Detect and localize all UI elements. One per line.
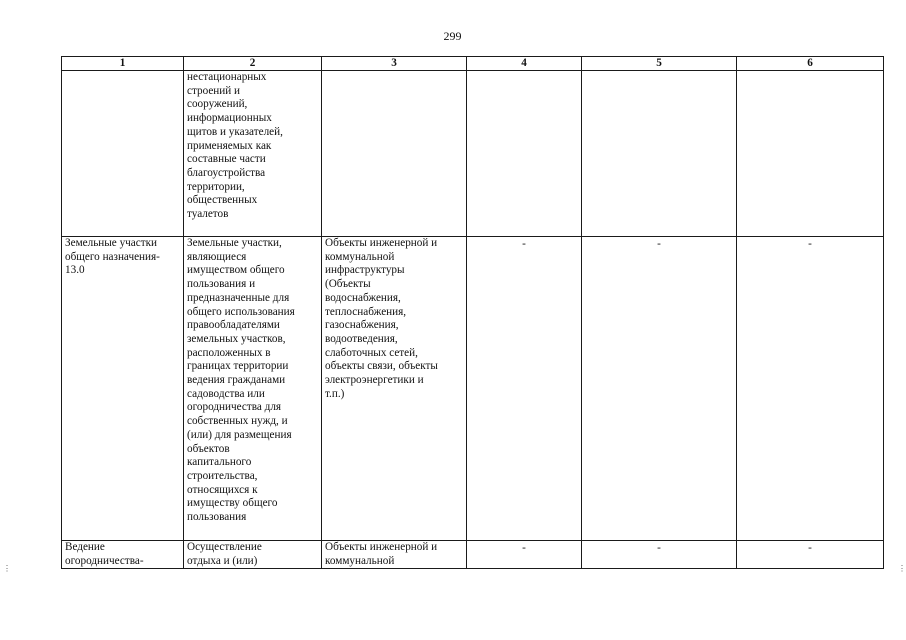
table-cell: [737, 237, 884, 541]
page-number: 299: [443, 29, 462, 43]
cell-text: Земельные участки общего назначения- 13.0: [65, 237, 160, 277]
cell-text: -: [808, 542, 812, 554]
cell-text: -: [808, 238, 812, 250]
table-cell: [322, 541, 467, 569]
column-header-4: 4: [467, 57, 582, 71]
column-header-1: 1: [62, 57, 184, 71]
table-cell: [582, 237, 737, 541]
margin-mark-right: ⋮: [898, 564, 906, 573]
cell-text: -: [522, 542, 526, 554]
table-cell: [62, 71, 184, 237]
table-header-row: [62, 57, 884, 71]
table-cell: [582, 541, 737, 569]
margin-mark-left: ⋮: [3, 564, 11, 573]
cell-text: -: [522, 238, 526, 250]
table-cell: [322, 237, 467, 541]
table-cell: [737, 71, 884, 237]
cell-text: Осуществление отдыха и (или): [187, 541, 262, 567]
table-cell: [184, 71, 322, 237]
column-header-6: 6: [737, 57, 884, 71]
cell-text: Объекты инженерной и коммунальной инфраструктуры (Объекты водоснабжения, теплоснабжения, газоснабжения, водоотведения, слаботочных сетей, объекты связи, объекты электроэнергетики и т.п.): [325, 237, 438, 400]
cell-text: -: [657, 542, 661, 554]
table-cell: [62, 541, 184, 569]
cell-text: -: [657, 238, 661, 250]
table-cell: [322, 71, 467, 237]
table-cell: [467, 541, 582, 569]
land-use-table: [61, 56, 884, 569]
table-cell: [582, 71, 737, 237]
cell-text: нестационарных строений и сооружений, информационных щитов и указателей, применяемых как составные части благоустройства территории, общественных туалетов: [187, 71, 283, 221]
cell-text: Объекты инженерной и коммунальной: [325, 541, 438, 567]
table-row: [62, 71, 884, 237]
table-cell: [467, 237, 582, 541]
table-row: [62, 237, 884, 541]
column-header-3: 3: [322, 57, 467, 71]
cell-text: Земельные участки, являющиеся имуществом общего пользования и предназначенные для общего использования правообладателями земельных участков, расположенных в границах территории ведения гражданами садоводства или огородничества для собственных нужд, и (или) для размещения объектов капитального строительства, относящихся к имуществу общего пользования: [187, 237, 295, 524]
table-cell: [737, 541, 884, 569]
table-cell: [467, 71, 582, 237]
table-row: [62, 541, 884, 569]
table-cell: [62, 237, 184, 541]
cell-text: Ведение огородничества-: [65, 541, 144, 567]
column-header-5: 5: [582, 57, 737, 71]
column-header-2: 2: [184, 57, 322, 71]
table-cell: [184, 541, 322, 569]
table-cell: [184, 237, 322, 541]
